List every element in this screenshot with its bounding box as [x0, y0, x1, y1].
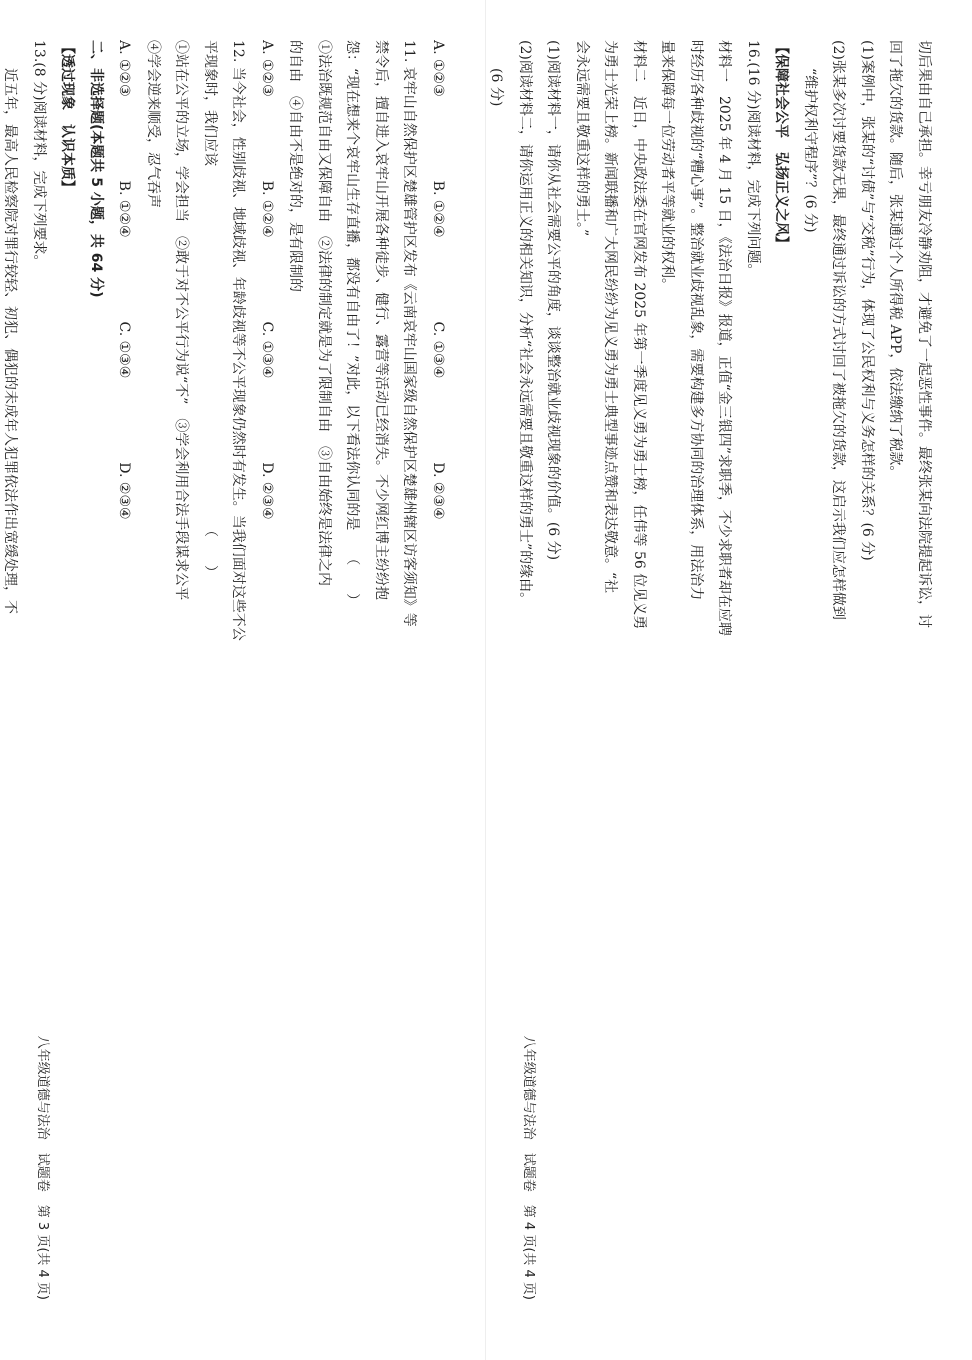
- q16-line: 16.(16 分)阅读材料，完成下列问题。: [745, 40, 761, 278]
- q11-options: A. ①②③ B. ①②④ C. ①③④ D. ②③④: [259, 40, 275, 520]
- q13-line: 近五年，最高人民检察院对罪行较轻、初犯、偶犯的未成年人犯罪依法作出宽缓处理，不: [2, 68, 19, 614]
- q12-choice-line: ①站在公平的立场，学会担当 ②敢于对不公平行为说“不” ③学会利用合法手段谋求公平: [173, 40, 190, 601]
- q16-line: 材料二 近日，中央政法委在官网发布 2025 年第一季度见义勇为勇士榜，任伟等 56 位见义勇: [631, 40, 647, 630]
- page-3-content: [2, 40, 452, 1300]
- q16-line: 会永远需要且敬重这样的勇士。”: [574, 40, 590, 237]
- q15-line: 切后果由自己承担。幸亏朋友冷静劝阻，才避免了一起恶性事件。最终张某向法院提起诉讼，讨: [916, 40, 932, 628]
- q16-line: 为勇士光荣上榜。新闻联播和广大网民纷纷为见义勇为勇士典型事迹点赞和表达敬意。“社: [602, 40, 619, 594]
- q11-stem-line: 怨：“现在想来个哀牢山生存直播，都没有自由了！”对此，以下看法你认同的是 （ ）: [344, 40, 361, 608]
- q15-sub-question: (2)张某多次讨要货款无果，最终通过诉讼的方式讨回了被拖欠的货款，这启示我们应怎样做到: [830, 40, 847, 620]
- q16-line: 时经历各种歧视的“糟心事”。整治就业歧视乱象，需要构建多方协同的治理体系，用法治力: [688, 40, 704, 601]
- q16-sub-question: (1)阅读材料一，请你从社会需要公平的角度，谈谈整治就业歧视现象的价值。(6 分): [545, 40, 562, 561]
- page-footer: 八年级道德与法治 试题卷 第 3 页(共 4 页): [35, 1035, 50, 1300]
- q11-choice-line: 的自由 ④自由不是绝对的，是有限制的: [287, 40, 304, 292]
- q16-sub-question: (6 分): [488, 68, 505, 107]
- page-4-content: [488, 40, 938, 1300]
- page-footer: 八年级道德与法治 试题卷 第 4 页(共 4 页): [521, 1035, 536, 1300]
- section-heading: 二、非选择题(本题共 5 小题，共 64 分): [88, 40, 104, 298]
- q16-line: 材料一 2025 年 4 月 15 日，《法治日报》报道，正值“金三银四”求职季，不少求职者却在应聘: [716, 40, 733, 636]
- q15-sub-question: (1)案例中，张某的“讨债”与“交税”行为，体现了公民权利与义务怎样的关系？(6 分): [859, 40, 875, 561]
- q12-stem-line: 12. 当今社会，性别歧视、地域歧视、年龄歧视等不公平现象仍然时有发生。当我们面对这些不公: [230, 40, 247, 641]
- exam-page-4: [486, 0, 972, 1360]
- q16-sub-question: (2)阅读材料二，请你运用正义的相关知识，分析“社会永远需要且敬重这样的勇士”的缘由。: [517, 40, 533, 607]
- q13-line: 13.(8 分)阅读材料，完成下列要求。: [31, 40, 47, 269]
- q12-stem-line: 平现象时，我们应该 （ ）: [202, 40, 218, 579]
- q12-options: A. ①②③ B. ①②④ C. ①③④ D. ②③④: [116, 40, 133, 520]
- q11-choice-line: ①法治既规范自由又保障自由 ②法律的制定就是为了限制自由 ③自由始终是法律之内: [316, 40, 332, 586]
- q11-stem-line: 11. 哀牢山自然保护区楚雄管护区发布《云南哀牢山国家级自然保护区楚雄州辖区访客须知》等: [401, 40, 418, 627]
- section-title: 【透过现象 认识本质】: [59, 40, 76, 194]
- q11-stem-line: 禁令后，擅自进入哀牢山开展各种徒步、健行、露营等活动已经消失。不少网红博主纷纷抱: [373, 40, 389, 600]
- q15-sub-question: “维护权利守程序”？(6 分): [802, 68, 818, 233]
- q12-choice-line: ④学会逆来顺受，忍气吞声: [145, 40, 161, 208]
- q10-options: A. ①②③ B. ①②④ C. ①③④ D. ②③④: [430, 40, 446, 520]
- section-title: 【保障社会公平 弘扬正义之风】: [773, 40, 790, 250]
- q15-line: 回了拖欠的货款。随后，张某通过个人所得税 APP，依法缴纳了税款。: [887, 40, 904, 480]
- q16-line: 量来保障每一位劳动者平等就业的权利。: [659, 40, 676, 292]
